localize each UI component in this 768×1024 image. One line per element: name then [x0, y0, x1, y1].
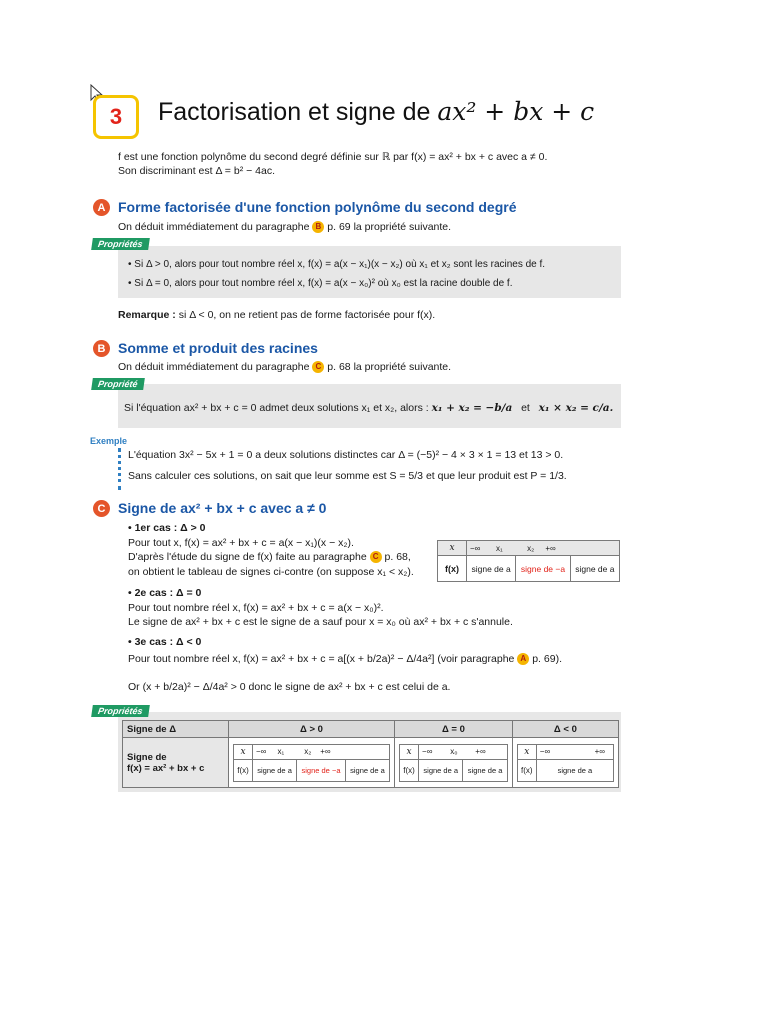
- case-3-formula: Pour tout nombre réel x, f(x) = ax² + bx + c = a[(x + b/2a)² − Δ/4a²]: [128, 653, 435, 665]
- paragraph-ref-badge: C: [312, 361, 324, 373]
- column-delta-positive: Δ > 0: [229, 721, 395, 738]
- case-1-line-2: [128, 551, 411, 563]
- properties-table-tag: Propriétés: [91, 705, 149, 717]
- cell-delta-zero: [395, 738, 513, 788]
- row-label: [123, 738, 229, 788]
- section-b-lead-before: On déduit immédiatement du paragraphe: [118, 361, 310, 373]
- paragraph-ref-badge: C: [370, 551, 382, 563]
- section-b-property-tag: Propriété: [91, 378, 144, 390]
- section-a-lead-after: p. 69 la propriété suivante.: [327, 221, 452, 233]
- paragraph-ref-badge: B: [312, 221, 324, 233]
- sum-formula: x₁ + x₂ = −b/a: [431, 402, 513, 414]
- section-c-badge: C: [93, 500, 110, 517]
- sign-cell: signe de a: [419, 759, 463, 781]
- case-1-line-2-after: p. 68,: [384, 551, 411, 563]
- mini-sign-table-negative: x −∞ +∞ f(x) signe de a: [517, 744, 614, 782]
- sign-cell: signe de a: [536, 759, 613, 781]
- x-value: −∞: [422, 747, 433, 756]
- sign-cell: signe de −a: [516, 556, 571, 582]
- row-label-line-2: f(x) = ax² + bx + c: [127, 762, 205, 774]
- case-2-line-2: Le signe de ax² + bx + c est le signe de a sauf pour x = x₀ où ax² + bx + c s'annule.: [128, 616, 513, 628]
- x-value: x₁: [277, 747, 285, 756]
- section-a-bullet-1: • Si Δ > 0, alors pour tout nombre réel x, f(x) = a(x − x₁)(x − x₂) où x₁ et x₂ sont les racines de f.: [128, 259, 546, 270]
- section-a-title: Forme factorisée d'une fonction polynôme du second degré: [118, 199, 517, 215]
- product-formula: x₁ × x₂ = c/a.: [538, 402, 614, 414]
- section-b-badge: B: [93, 340, 110, 357]
- case-1-line-3: on obtient le tableau de signes ci-contre (on suppose x₁ < x₂).: [128, 566, 414, 578]
- page-title-expression: ax² + bx + c: [437, 97, 595, 126]
- x-value: x₁: [495, 543, 503, 553]
- case-3-label: • 3e cas : Δ < 0: [128, 636, 202, 648]
- property-text: Si l'équation ax² + bx + c = 0 admet deux solutions x₁ et x₂, alors :: [124, 402, 429, 414]
- section-a-lead: [118, 221, 451, 233]
- section-c-title: Signe de ax² + bx + c avec a ≠ 0: [118, 500, 327, 516]
- x-value: −∞: [539, 747, 551, 756]
- case-2-label: • 2e cas : Δ = 0: [128, 587, 202, 599]
- x-value: +∞: [475, 747, 486, 756]
- x-value: x₂: [304, 747, 312, 756]
- section-a-bullet-2: • Si Δ = 0, alors pour tout nombre réel x, f(x) = a(x − x₀)² où x₀ est la racine double de f.: [128, 278, 513, 289]
- sign-table-fx-label: f(x): [438, 556, 467, 582]
- sign-cell: signe de a: [463, 759, 507, 781]
- column-delta-zero: Δ = 0: [395, 721, 513, 738]
- remark-label: Remarque :: [118, 309, 176, 321]
- mini-sign-table-positive: x −∞ x₁ x₂ +∞ f(x) signe de a signe de −a signe de a: [233, 744, 390, 782]
- cell-delta-positive: [229, 738, 395, 788]
- sign-cell: signe de a: [253, 759, 297, 781]
- sign-table-delta-positive: [437, 540, 620, 582]
- section-b-title: Somme et produit des racines: [118, 340, 318, 356]
- example-tag: Exemple: [90, 436, 128, 446]
- section-a-badge: A: [93, 199, 110, 216]
- paragraph-ref-badge: A: [517, 653, 529, 665]
- case-1-line-1: Pour tout x, f(x) = ax² + bx + c = a(x − x₁)(x − x₂).: [128, 537, 354, 549]
- column-delta-negative: Δ < 0: [512, 721, 618, 738]
- section-a-property-box: [118, 246, 621, 298]
- x-value: x₀: [450, 747, 458, 756]
- section-b-lead: [118, 361, 451, 373]
- page-title: [158, 97, 594, 127]
- section-a-lead-before: On déduit immédiatement du paragraphe: [118, 221, 310, 233]
- case-1-line-2-before: D'après l'étude du signe de f(x) faite au paragraphe: [128, 551, 367, 563]
- example-margin-dots: [118, 448, 124, 490]
- sign-cell: signe de a: [570, 556, 619, 582]
- sign-cell: signe de a: [467, 556, 516, 582]
- x-value: −∞: [256, 747, 267, 756]
- x-value: +∞: [320, 747, 331, 756]
- sign-table-x-label: x: [438, 541, 467, 556]
- sign-table-x-values: [467, 541, 620, 556]
- chapter-number: 3: [93, 95, 139, 139]
- x-value: −∞: [470, 543, 481, 553]
- example-line-1: L'équation 3x² − 5x + 1 = 0 a deux solutions distinctes car Δ = (−5)² − 4 × 3 × 1 = 13 et 13 > 0.: [128, 449, 564, 461]
- x-value: x₂: [527, 543, 535, 553]
- intro-line-1: f est une fonction polynôme du second degré définie sur ℝ par f(x) = ax² + bx + c avec a ≠ 0.: [118, 151, 548, 163]
- section-b-lead-after: p. 68 la propriété suivante.: [327, 361, 452, 373]
- remark-text: si Δ < 0, on ne retient pas de forme factorisée pour f(x).: [178, 309, 436, 321]
- example-line-2: Sans calculer ces solutions, on sait que leur somme est S = 5/3 et que leur produit est P = 1/3.: [128, 470, 567, 482]
- case-1-label: • 1er cas : Δ > 0: [128, 522, 206, 534]
- cell-delta-negative: [512, 738, 618, 788]
- case-2-line-1: Pour tout nombre réel x, f(x) = ax² + bx + c = a(x − x₀)².: [128, 602, 384, 614]
- and-word: et: [521, 402, 530, 414]
- case-3-line-1: [128, 653, 562, 665]
- sign-cell: signe de −a: [297, 759, 346, 781]
- intro-line-2: Son discriminant est Δ = b² − 4ac.: [118, 165, 276, 177]
- sign-cell: signe de a: [345, 759, 389, 781]
- page-title-text: Factorisation et signe de: [158, 98, 438, 126]
- x-value: +∞: [545, 543, 556, 553]
- table-head-label: Signe de Δ: [123, 721, 229, 738]
- properties-sign-table: [122, 720, 619, 788]
- row-label-line-1: Signe de: [127, 751, 167, 763]
- section-b-property: [124, 402, 613, 414]
- case-3-ref-before: (voir paragraphe: [437, 653, 515, 665]
- section-a-remark: [118, 309, 435, 321]
- case-3-ref-after: p. 69).: [532, 653, 562, 665]
- section-a-property-tag: Propriétés: [91, 238, 149, 250]
- mini-sign-table-zero: x −∞ x₀ +∞ f(x) signe de a signe de a: [399, 744, 508, 782]
- case-3-line-2: Or (x + b/2a)² − Δ/4a² > 0 donc le signe de ax² + bx + c est celui de a.: [128, 681, 451, 693]
- x-value: +∞: [594, 747, 605, 756]
